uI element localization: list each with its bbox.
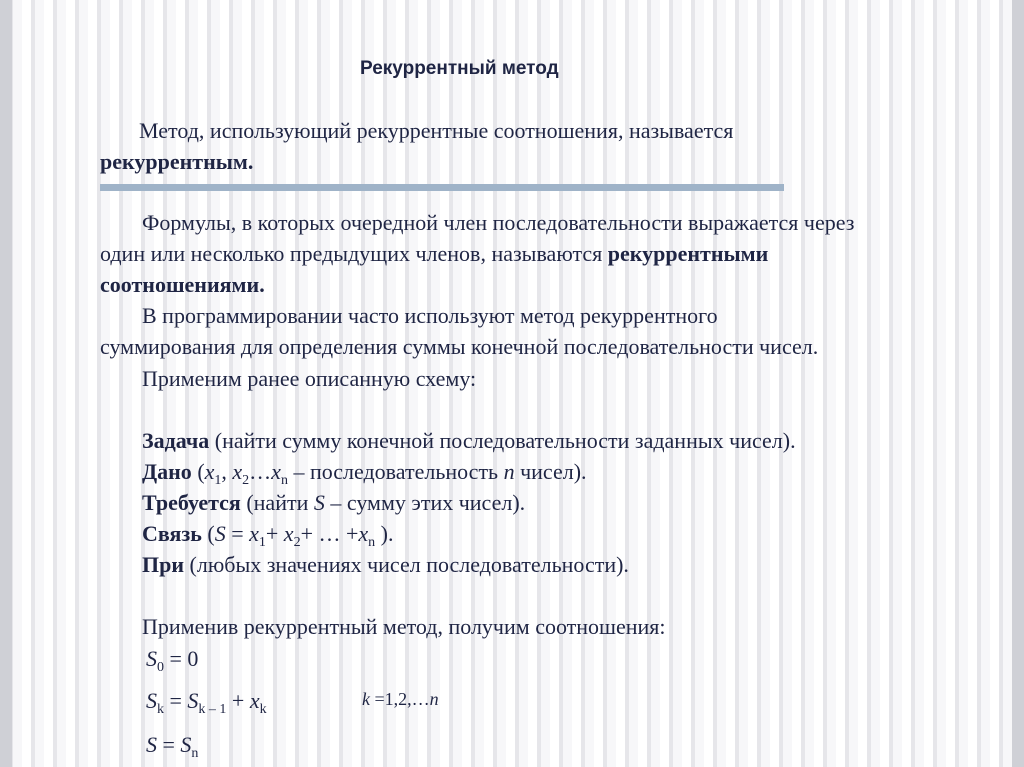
required-label: Требуется	[142, 490, 241, 515]
given-x1: x	[204, 459, 215, 484]
task-label: Задача	[142, 428, 210, 453]
formula-result	[146, 732, 199, 761]
f2-x: x	[249, 688, 260, 713]
f1-sub: 0	[157, 660, 164, 675]
f2-subk1: k – 1	[198, 702, 227, 717]
f2-plus: +	[226, 688, 250, 713]
link-subn: n	[368, 535, 376, 550]
when-line	[142, 549, 796, 580]
given-xn: x	[271, 459, 281, 484]
def-bold1: рекуррентными	[607, 241, 769, 266]
intro-text: Метод, использующий рекуррентные соотношения, называется	[139, 118, 734, 143]
link-x2: x	[283, 521, 294, 546]
apply-scheme-line: Применим ранее описанную схему:	[142, 366, 477, 391]
formula-k-range	[362, 689, 439, 710]
given-open: (	[191, 459, 205, 484]
slide-frame-right	[1012, 0, 1024, 767]
f2-s: S	[146, 688, 157, 713]
required-line	[142, 487, 796, 518]
given-n: n	[503, 459, 515, 484]
link-eq: =	[225, 521, 250, 546]
range-n: n	[429, 689, 439, 709]
formula-recurrence	[146, 688, 267, 717]
link-sub2: 2	[293, 535, 301, 550]
divider-bar	[100, 184, 784, 191]
slide-title: Рекуррентный метод	[360, 58, 559, 79]
intro-end: .	[247, 149, 254, 174]
task-text: (найти сумму конечной последовательности заданных чисел).	[209, 428, 796, 453]
def-line2: один или несколько предыдущих членов, называются	[100, 241, 603, 266]
given-label: Дано	[142, 459, 192, 484]
intro-bold: рекуррентным	[100, 149, 248, 174]
required-open: (найти	[240, 490, 314, 515]
task-block	[142, 425, 796, 580]
required-rest: – сумму этих чисел).	[324, 490, 526, 515]
required-s: S	[313, 490, 325, 515]
formulas-definition-paragraph	[100, 207, 854, 300]
def-line1: Формулы, в которых очередной член последовательности выражается через	[142, 210, 855, 235]
link-plus2: + … +	[300, 521, 359, 546]
given-dots: …	[249, 459, 272, 484]
prog-line2: суммирования для определения суммы конечной последовательности чисел.	[100, 334, 819, 359]
intro-paragraph	[100, 115, 733, 177]
programming-paragraph	[100, 300, 818, 362]
when-text: (любых значениях чисел последовательности).	[184, 552, 629, 577]
given-dash: – последовательность	[287, 459, 504, 484]
link-open: (	[201, 521, 215, 546]
f3-s: S	[146, 732, 157, 757]
link-plus1: +	[265, 521, 284, 546]
given-sub1: 1	[214, 473, 222, 488]
f1-rhs: = 0	[164, 646, 199, 671]
def-bold2: соотношениями.	[100, 272, 265, 297]
link-s: S	[214, 521, 226, 546]
f2-subk: k	[157, 702, 164, 717]
f3-eq: =	[157, 732, 181, 757]
link-xn: x	[358, 521, 369, 546]
given-rest: чисел).	[514, 459, 587, 484]
slide-frame-left	[0, 0, 12, 767]
link-x1: x	[249, 521, 259, 546]
f3-s2: S	[180, 732, 192, 757]
range-rest: =1,2,…	[370, 689, 430, 709]
given-sub2: 2	[242, 473, 250, 488]
link-close: ).	[375, 521, 394, 546]
given-subn: n	[280, 473, 288, 488]
f2-s2: S	[187, 688, 199, 713]
link-line	[142, 518, 796, 549]
when-label: При	[142, 552, 185, 577]
given-x2: x	[232, 459, 243, 484]
link-label: Связь	[142, 521, 202, 546]
f2-eq: =	[164, 688, 188, 713]
applying-line: Применив рекуррентный метод, получим соотношения:	[142, 614, 666, 639]
range-k: k	[362, 689, 370, 709]
formula-s0	[146, 646, 199, 675]
link-sub1: 1	[258, 535, 266, 550]
prog-line1: В программировании часто используют метод рекуррентного	[142, 303, 718, 328]
given-comma: ,	[221, 459, 233, 484]
given-line	[142, 456, 796, 487]
f3-subn: n	[191, 746, 199, 761]
f1-s: S	[146, 646, 157, 671]
task-line	[142, 425, 796, 456]
f2-x-subk: k	[259, 702, 267, 717]
